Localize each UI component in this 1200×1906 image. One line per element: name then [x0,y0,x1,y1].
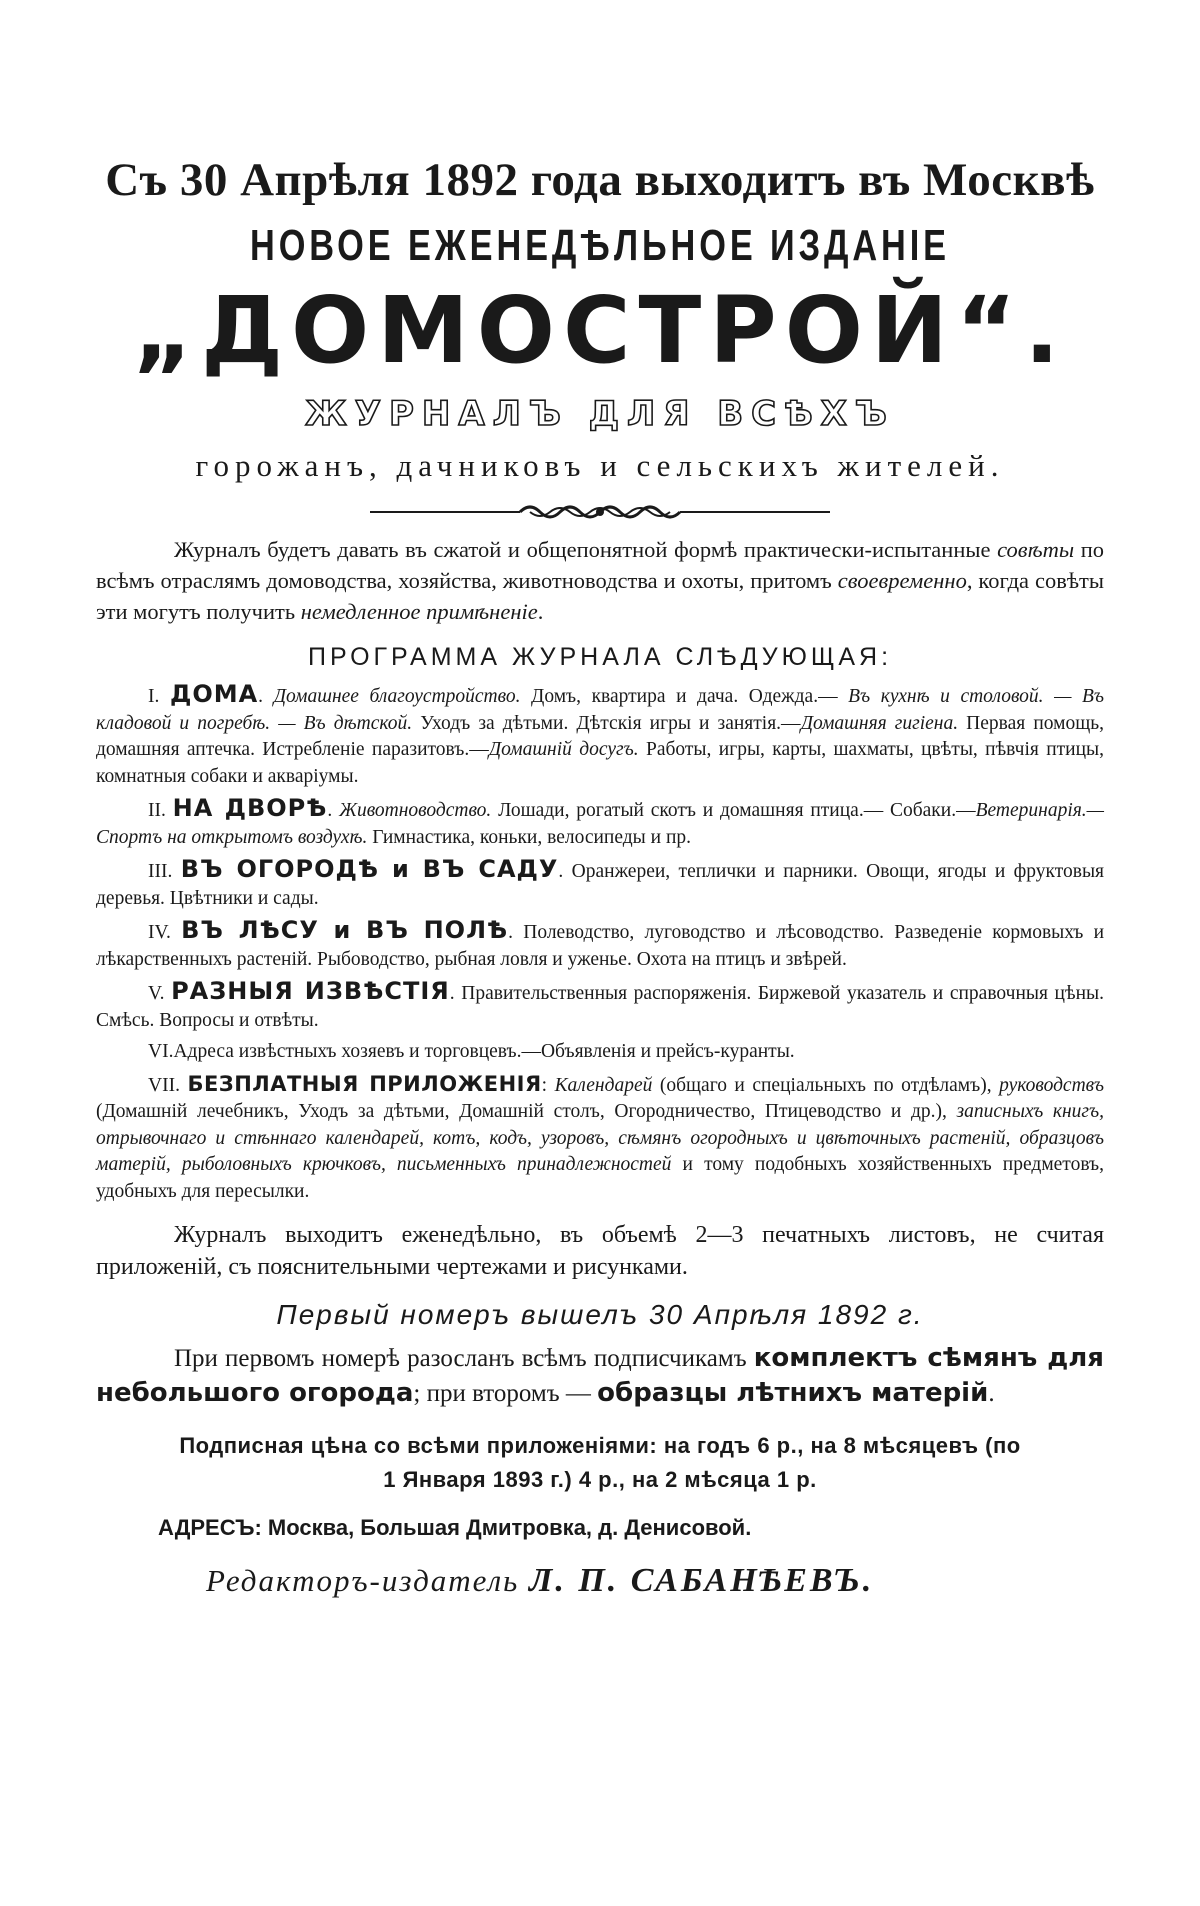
program-section-news: V. РАЗНЫЯ ИЗВѢСТІЯ. Правительственныя распоряженія. Биржевой указатель и справочныя цѣны. Смѣсь. Вопросы и отвѣты. [96,978,1104,1034]
program-section-home: I. ДОМА. Домашнее благоустройство. Домъ, квартира и дача. Одежда.— Въ кухнѣ и столовой. — Въ кладовой и погребѣ. — Въ дѣтской. Уходъ за дѣтьми. Дѣтскія игры и занятія.—Домашняя гигіена. Первая помощь, домашняя аптечка. Истребленіе паразитовъ.—Домашній досугъ. Работы, игры, карты, шахматы, цвѣты, пѣвчія птицы, комнатныя собаки и акваріумы. [96,681,1104,790]
audience-line: горожанъ, дачниковъ и сельскихъ жителей. [96,446,1104,486]
seed-kit-paragraph: При первомъ номерѣ разосланъ всѣмъ подписчикамъ комплектъ сѣмянъ для небольшого огорода; при второмъ — образцы лѣтнихъ матерій. [96,1341,1104,1411]
intro-paragraph: Журналъ будетъ давать въ сжатой и общепонятной формѣ практически-испытанные совѣты по всѣмъ отраслямъ домоводства, хозяйства, животноводства и охоты, притомъ своевременно, когда совѣты эти могутъ получить немедленное примѣненіе. [96,534,1104,627]
program-section-supplements: VII. БЕЗПЛАТНЫЯ ПРИЛОЖЕНІЯ: Календарей (общаго и спеціальныхъ по отдѣламъ), руководствъ (Домашній лечебникъ, Уходъ за дѣтьми, Домашній столъ, Огородничество, Птицеводство и др.), записныхъ книгъ, отрывочнаго и стѣннаго календарей, котъ, кодъ, узоровъ, сѣмянъ огородныхъ и цвѣточныхъ растеній, образцовъ матерій, рыболовныхъ крючковъ, письменныхъ принадлежностей и тому подобныхъ хозяйственныхъ предметовъ, удобныхъ для пересылки. [96,1071,1104,1206]
subscription-price [96,1429,1104,1497]
frequency-paragraph: Журналъ выходитъ еженедѣльно, въ объемѣ 2—3 печатныхъ листовъ, не считая приложеній, съ пояснительными чертежами и рисунками. [96,1219,1104,1283]
program-section-garden: III. ВЪ ОГОРОДѢ и ВЪ САДУ. Оранжереи, теплички и парники. Овощи, ягоды и фруктовыя деревья. Цвѣтники и сады. [96,856,1104,912]
advertisement-page [0,0,1200,1906]
program-heading: ПРОГРАММА ЖУРНАЛА СЛѢДУЮЩАЯ: [96,641,1104,673]
editorial-address: АДРЕСЪ: Москва, Большая Дмитровка, д. Денисовой. [158,1513,1104,1543]
ornament-divider [96,500,1104,524]
headline: Съ 30 Апрѣля 1892 года выходитъ въ Москвѣ [96,150,1104,210]
subscription-price-line-2: 1 Января 1893 г.) 4 р., на 2 мѣсяца 1 р. [96,1463,1104,1497]
subheadline: НОВОЕ ЕЖЕНЕДѢЛЬНОЕ ИЗДАНІЕ [207,220,993,272]
first-issue-notice: Первый номеръ вышелъ 30 Апрѣля 1892 г. [96,1297,1104,1333]
program-section-forest-field: IV. ВЪ ЛѢСУ и ВЪ ПОЛѢ. Полеводство, луговодство и лѣсоводство. Разведеніе кормовыхъ и лѣкарственныхъ растеній. Рыбоводство, рыбная ловля и уженье. Охота на птицъ и звѣрей. [96,917,1104,973]
program-section-addresses: VI.Адреса извѣстныхъ хозяевъ и торговцевъ.—Объявленія и прейсъ-куранты. [96,1039,1104,1066]
editor-name: Л. П. САБАНѢЕВЪ. [529,1562,874,1599]
journal-title: „ДОМОСТРОЙ“. [96,276,1104,386]
editor-publisher: Редакторъ-издатель Л. П. САБАНѢЕВЪ. [206,1561,1104,1601]
journal-tagline: ЖУРНАЛЪ ДЛЯ ВСѢХЪ [96,392,1104,436]
program-section-yard: II. НА ДВОРѢ. Животноводство. Лошади, рогатый скотъ и домашняя птица.— Собаки.—Ветеринарія.— Спортъ на открытомъ воздухѣ. Гимнастика, коньки, велосипеды и пр. [96,795,1104,851]
subscription-price-line-1: Подписная цѣна со всѣми приложеніями: на годъ 6 р., на 8 мѣсяцевъ (по [96,1429,1104,1463]
ornament-divider-icon [370,500,830,524]
